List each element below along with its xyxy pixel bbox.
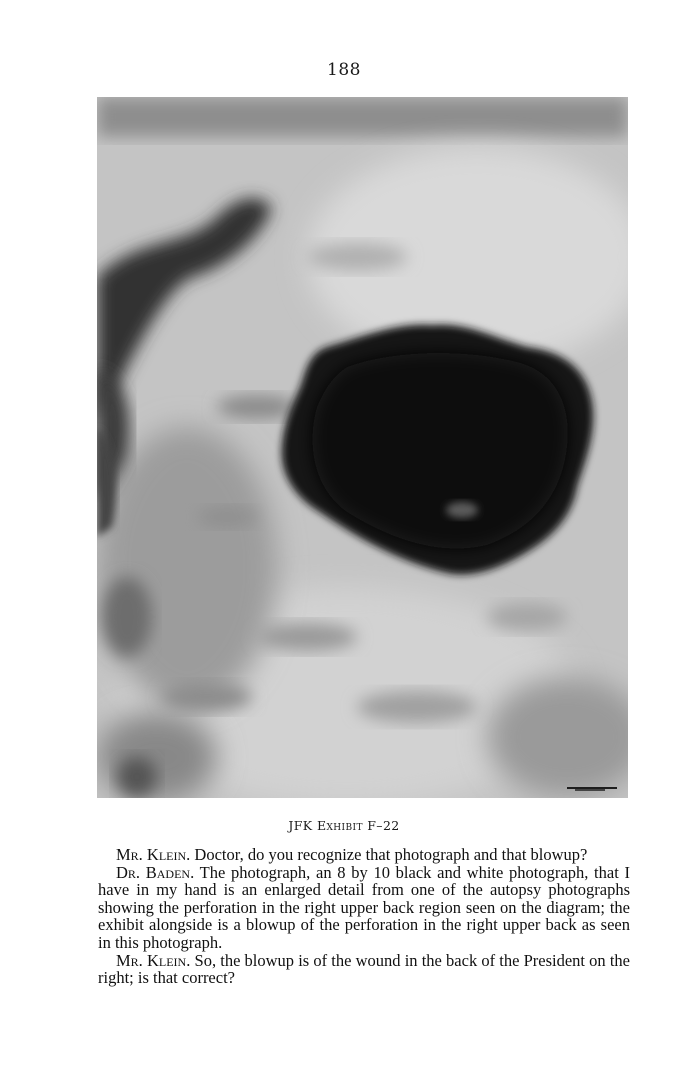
testimony-paragraph — [98, 952, 630, 987]
photograph-image — [97, 97, 628, 798]
testimony-paragraph — [98, 846, 630, 864]
speech-text: The photograph, an 8 by 10 black and white photograph, that I have in my hand is an enlarged detail from one of the autopsy photographs showing the perforation in the right upper back region seen on the diagram; the exhibit alongside is a blowup of the perforation in the right upper back as seen in this photograph. — [98, 862, 630, 952]
speaker-name: Mr. Klein. — [116, 950, 191, 970]
speaker-name: Mr. Klein. — [116, 845, 191, 864]
page-number: 188 — [327, 60, 361, 80]
speech-text: Doctor, do you recognize that photograph and that blowup? — [190, 845, 588, 864]
caption-exhibit: Exhibit — [316, 818, 363, 833]
figure-caption — [0, 818, 688, 833]
exhibit-photograph — [97, 97, 628, 798]
speech-text: So, the blowup is of the wound in the back of the President on the right; is that correct? — [98, 950, 631, 988]
testimony-paragraph — [98, 864, 630, 952]
speaker-name: Dr. Baden. — [116, 862, 195, 882]
caption-prefix: JFK — [288, 818, 317, 833]
testimony-text — [98, 846, 630, 987]
caption-suffix: F–22 — [362, 818, 400, 833]
